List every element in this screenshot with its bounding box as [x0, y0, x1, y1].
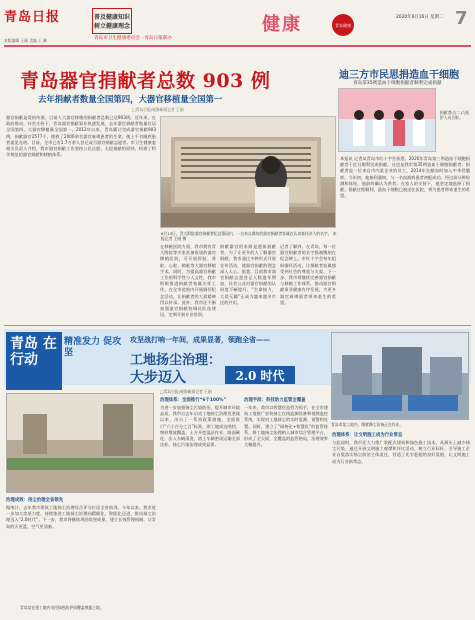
bottom-left-photo-illustration: [7, 394, 154, 493]
bottom-left-photo: [6, 393, 154, 493]
bottom-headline-1: 工地扬尘治理：: [130, 353, 222, 368]
lead-column-2: 在移植医院方面，我市拥有青大附院等多家具备资质的器官移植医院，可开展肝脏、肾脏、心脏、肺脏等大器官移植手术。同时，为提高器官捐献工作的科学性与人文性，我市积极推进捐献者家属关怀工作，在全市范围内开展缅怀纪念活动，让捐献者的大爱精神得以传承。此外，我市还不断加强器官捐献协调员队伍建设，定期开展专业培训。: [160, 244, 216, 318]
editor-credits: 本版编辑 王刚 美编 王 琳: [4, 38, 47, 43]
lead-byline: □青岛日报/观海新闻记者 王刚: [132, 107, 184, 112]
bottom-col1-head: 治理体系：全面推行“6个100%”: [160, 398, 227, 403]
bottom-right-photo-caption: 青岛市某工地内，喷雾降尘设备正在作业。: [331, 422, 404, 427]
promo-line-1: 普及健康知识: [93, 14, 130, 21]
section-badge: 青岛健康: [332, 14, 354, 36]
bottom-right-photo: [331, 332, 469, 420]
lead-photo: [160, 116, 336, 228]
promo-line-2: 树立健康理念: [93, 23, 130, 30]
right-photo: [338, 88, 436, 152]
bottom-col4-head: 治理体系：让文明施工成为行业常态: [332, 433, 403, 438]
qingdao-action-logo: 青岛 在行动: [6, 332, 62, 390]
bottom-byline: □青岛日报/观海新闻记者 王刚: [160, 389, 212, 394]
bottom-slogan: 精准发力 促攻坚: [64, 337, 122, 358]
right-headline: 迪三方市民思捐造血干细胞: [339, 70, 459, 81]
bottom-col2-head: 治理手段：科技助力监管全覆盖: [244, 398, 306, 403]
newspaper-logo: 青岛日报: [4, 10, 61, 25]
right-photo-illustration: [339, 89, 436, 152]
right-story-body: 本报讯 记者从青岛市红十字会获悉，2020年青岛第三例造血干细胞捐献者于近日顺利完成捐献。这也是我市第35例造血干细胞捐献者。捐献者是一位来自市内某企业的员工，2014年在献血时加入中华骨髓库。今年初，他接到通知，与一名血液病患者初配成功。经过高分辨检测和体检，他最终确认为供者。在家人的支持下，他坚定地选择了捐献。捐献过程顺利，造血干细胞已被送往医院，将为患者带来重生的希望。: [340, 156, 470, 199]
lead-photo-caption: 6月13日，青大附院器官捐献者纪念墓园内，一位来自潍坊的器官捐献者家属在认真查找亲人的名字。 本报记者 王刚 摄: [161, 231, 337, 241]
bottom-column-1: 为进一步加强扬尘污染防治，提升城市环境品质，我市自去年启动工地扬尘治理攻坚战以来，出台了一系列政策措施，全面推行“六个百分之百”标准，即工地周边围挡、物料堆放覆盖、土方开挖湿法作业、路面硬化、出入车辆清洗、渣土车辆密闭运输全部达标，扬尘污染治理成效显著。: [160, 405, 240, 448]
right-subheadline: 青岛第35例造血干细胞捐献者顺利完成捐献: [353, 81, 442, 86]
bottom-badge: 2.0 时代: [225, 366, 295, 384]
right-photo-caption: 捐献者(右二)与医护人员合影。: [440, 110, 470, 120]
lead-column-1: 器官捐献是爱的传递。目前人大器官移植的捐献者总数已达903例。近年来，在政府推动、社会支持下，青岛器官捐献事业快速发展。去年器官捐献者数量位居全国第四，大器官移植量全国第一。2012年以来，青岛累计完成器官捐献903例，捐献器官2577个，挽救了2000余名器官衰竭患者的生命，使上千名眼疾患者重见光明。目前，全市已有1.7万余人登记成为器官捐献志愿者。市卫生健康委相关负责人介绍，我市器官捐献工作坚持公民自愿、无偿捐献的原则，构建了科学规范的器官捐献和移植体系。: [6, 115, 156, 158]
bottom-column-2: 一年来，我市以智慧化监管为抓手，在全市建筑工地推广安装扬尘在线监测设备和视频监控系统，实现对工地扬尘的实时监测、预警和处置。同时，建立了“网格化+智慧化”的监管体系，将工地扬尘治理纳入城市综合管理平台，形成了全天候、全覆盖的监管格局，治理效率大幅提升。: [244, 405, 328, 448]
issue-date: 2020年6月16日 星期二: [396, 15, 444, 20]
bottom-column-4: 与此同时，我市还大力推广装配式建筑和绿色施工技术，从源头上减少扬尘污染。通过开展文明施工观摩和评比活动，树立行业标杆，引导施工企业自觉落实扬尘防治主体责任，营造了比学赶超的良好氛围，让文明施工成为行业新常态。: [332, 440, 470, 464]
bottom-kicker: 攻坚战打响一年间，成果显著，领跑全省——: [130, 336, 270, 344]
page-number: 7: [455, 8, 468, 29]
section-divider: [4, 325, 471, 326]
header-rule: [4, 45, 471, 47]
bottom-left-photo-caption: 青岛某在建工地内采用绿色防护网覆盖裸露土地。: [20, 605, 104, 610]
promo-subtitle: 青岛市卫生健康委员会 · 青岛日报联办: [94, 36, 172, 41]
bottom-headline-2: 大步迈入: [130, 370, 186, 386]
promo-box: [92, 8, 132, 34]
bottom-right-photo-illustration: [332, 333, 469, 420]
bottom-col3-head: 治理成效：扬尘治理全省领先: [6, 498, 64, 503]
lead-column-4: 记者了解到，在青岛，每一位器官捐献者的名字都被镌刻在纪念碑上。市红十字会每年组织缅怀活动，让捐献者家属感受到社会的尊重与关爱。下一步，我市将继续完善器官捐献与移植工作体系，推动器官捐献事业健康有序发展，为更多器官衰竭患者带来重生的希望。: [280, 244, 336, 305]
lead-column-3: 捐献器官的来源是遗体捐献者，为了让更多的人了解器官捐献，我市通过多种形式开展宣传活动，使器官捐献的理念深入人心。据悉，目前我市器官捐献志愿登记人数逐年增加，社会公众对器官捐献的认同度不断提升。“生命接力，大爱无疆”正成为越来越多市民的共识。: [220, 244, 276, 305]
bottom-column-3: 据统计，去年我市建筑工地扬尘治理综合评分位居全省前列。今年以来，我市进一步加大攻坚力度，持续推进工地扬尘治理向精细化、智能化迈进，推动扬尘治理迈入“2.0时代”。下一步，我市将继续巩固攻坚成果，建立长效管理机制，让青岛的天更蓝、空气更清新。: [6, 505, 156, 529]
lead-headline: 青岛器官捐献者总数 903 例: [20, 70, 271, 92]
lead-photo-illustration: [161, 117, 336, 228]
section-title: 健康: [262, 14, 302, 35]
lead-subheadline: 去年捐献者数量全国第四，大器官移植量全国第一: [38, 94, 223, 104]
